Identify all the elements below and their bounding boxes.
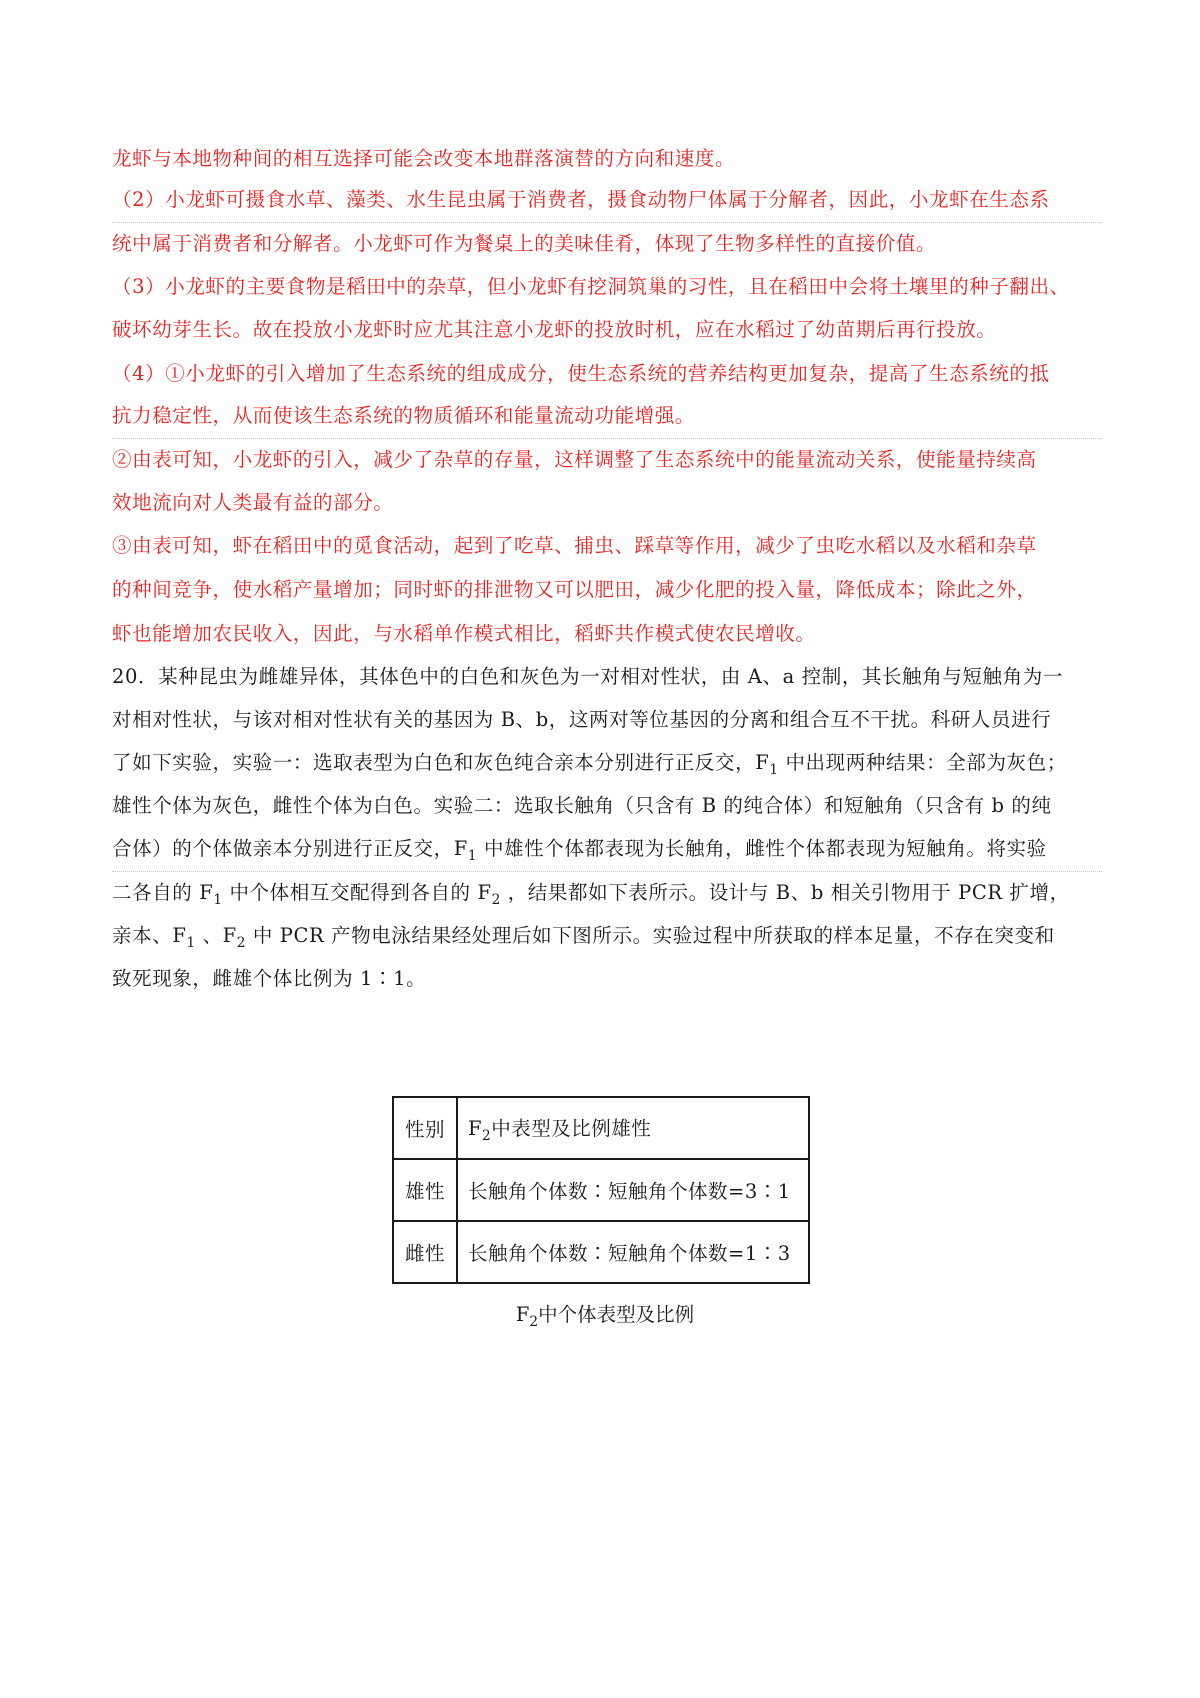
- question-line-3: 了如下实验，实验一：选取表型为白色和灰色纯合亲本分别进行正反交，$F_1$ 中出现两种结果：全部为灰色；: [112, 751, 1067, 778]
- dotted-divider: [112, 871, 1102, 872]
- question-line-7: 亲本、$F_1$ 、$F_2$ 中 PCR 产物电泳结果经处理后如下图所示。实验过程中所获取的样本足量，不存在突变和: [112, 924, 1055, 951]
- answer-line-12: 虾也能增加农民收入，因此，与水稻单作模式相比，稻虾共作模式使农民增收。: [112, 622, 816, 645]
- answer-line-6: （4）①小龙虾的引入增加了生态系统的组成成分，使生态系统的营养结构更加复杂，提高了生态系统的抵: [112, 362, 1050, 385]
- answer-line-1: 龙虾与本地物种间的相互选择可能会改变本地群落演替的方向和速度。: [112, 147, 736, 170]
- dotted-divider: [112, 438, 1102, 439]
- table-cell-sex: 雌性: [393, 1221, 457, 1283]
- answer-line-9: 效地流向对人类最有益的部分。: [112, 491, 394, 514]
- table-header-row: [393, 1097, 809, 1159]
- answer-line-5: 破坏幼芽生长。故在投放小龙虾时应尤其注意小龙虾的投放时机，应在水稻过了幼苗期后再行投放。: [112, 318, 997, 341]
- table-row: [393, 1159, 809, 1221]
- table-header-sex: 性别: [393, 1097, 457, 1159]
- question-line-8: 致死现象，雌雄个体比例为 1∶1。: [112, 967, 427, 990]
- table-caption: $F_2$中个体表型及比例: [515, 1303, 695, 1330]
- answer-line-4: （3）小龙虾的主要食物是稻田中的杂草，但小龙虾有挖洞筑巢的习性，且在稻田中会将土壤里的种子翻出、: [112, 275, 1070, 298]
- question-line-6: 二各自的 $F_1$ 中个体相互交配得到各自的 $F_2$ ，结果都如下表所示。设计与 B、b 相关引物用于 PCR 扩增，: [112, 881, 1070, 908]
- question-line-2: 对相对性状，与该对相对性状有关的基因为 B、b，这两对等位基因的分离和组合互不干扰。科研人员进行: [112, 708, 1052, 731]
- table-header-phenotype: $F_2$中表型及比例雄性: [457, 1097, 809, 1159]
- table-row: [393, 1221, 809, 1283]
- answer-line-10: ③由表可知，虾在稻田中的觅食活动，起到了吃草、捕虫、踩草等作用，减少了虫吃水稻以及水稻和杂草: [112, 534, 1037, 557]
- answer-line-2: （2）小龙虾可摄食水草、藻类、水生昆虫属于消费者，摄食动物尸体属于分解者，因此，小龙虾在生态系: [112, 188, 1050, 211]
- f2-phenotype-table: [392, 1096, 810, 1284]
- question-line-1: 20．某种昆虫为雌雄异体，其体色中的白色和灰色为一对相对性状，由 A、a 控制，其长触角与短触角为一: [112, 665, 1063, 688]
- answer-line-3: 统中属于消费者和分解者。小龙虾可作为餐桌上的美味佳肴，体现了生物多样性的直接价值。: [112, 232, 937, 255]
- table-cell-ratio: 长触角个体数∶短触角个体数=3∶1: [457, 1159, 809, 1221]
- answer-line-7: 抗力稳定性，从而使该生态系统的物质循环和能量流动功能增强。: [112, 404, 695, 427]
- table-cell-ratio: 长触角个体数∶短触角个体数=1∶3: [457, 1221, 809, 1283]
- question-line-5: 合体）的个体做亲本分别进行正反交，$F_1$ 中雄性个体都表现为长触角，雌性个体都表现为短触角。将实验: [112, 837, 1047, 864]
- table-cell-sex: 雄性: [393, 1159, 457, 1221]
- answer-line-8: ②由表可知，小龙虾的引入，减少了杂草的存量，这样调整了生态系统中的能量流动关系，使能量持续高: [112, 448, 1037, 471]
- question-line-4: 雄性个体为灰色，雌性个体为白色。实验二：选取长触角（只含有 B 的纯合体）和短触角（只含有 b 的纯: [112, 794, 1052, 817]
- answer-line-11: 的种间竞争，使水稻产量增加；同时虾的排泄物又可以肥田，减少化肥的投入量，降低成本；除此之外，: [112, 578, 1037, 601]
- dotted-divider: [112, 222, 1102, 223]
